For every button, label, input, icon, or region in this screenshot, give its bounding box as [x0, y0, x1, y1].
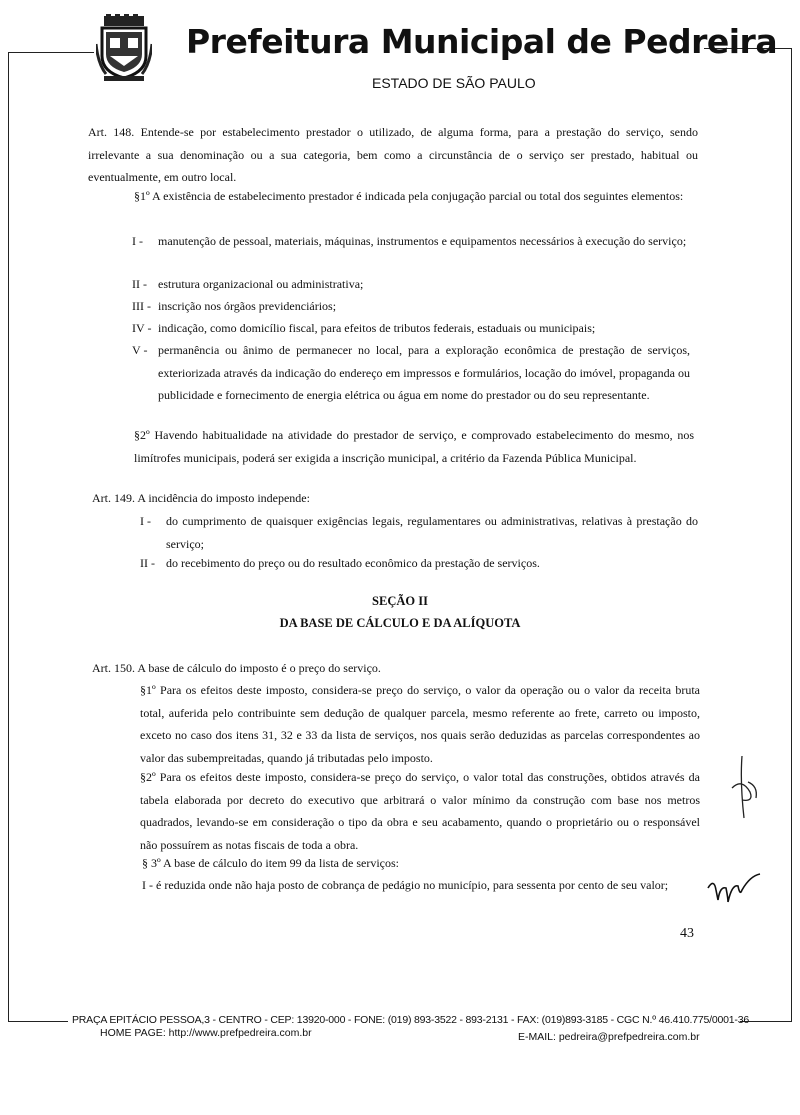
- art149-item-2-num: II -: [140, 556, 155, 570]
- art150-paragraph-1: §1º Para os efeitos deste imposto, considera-se preço do serviço, o valor da operação ou o valor da receita bruta total, auferida pelo contribuinte sem dedução de qualquer parcela, mesmo referente ao frete, carreto ou imposto, exceto no caso dos itens 31, 32 e 33 da lista de serviços, nos quais serão deduzidas as parcelas correspondentes ao valor das subempreitadas, quando já tributadas pelo imposto.: [140, 683, 700, 765]
- section-title: SEÇÃO II: [372, 594, 428, 608]
- art148-item-5-text: permanência ou ânimo de permanecer no local, para a exploração econômica de prestação de serviços, exteriorizada através da indicação do endereço em impressos e formulários, locação do imóvel, propaganda ou publicidade e fornecimento de energia elétrica ou água em nome do prestador ou do seu representante.: [158, 343, 690, 402]
- art149-text: Art. 149. A incidência do imposto independe:: [92, 491, 310, 505]
- frame-left-line: [8, 52, 9, 1022]
- footer-homepage: HOME PAGE: http://www.prefpedreira.com.br: [100, 1027, 312, 1039]
- footer-rule-left: [8, 1021, 68, 1022]
- footer-address: PRAÇA EPITÁCIO PESSOA,3 - CENTRO - CEP: 13920-000 - FONE: (019) 893-3522 - 893-2131 - FAX: (019)893-3185 - CGC N.º 46.410.775/0001-36: [72, 1014, 749, 1026]
- header-rule-left: [8, 52, 94, 53]
- art148-item-2-num: II -: [132, 277, 147, 291]
- art148-item-1-text: manutenção de pessoal, materiais, máquinas, instrumentos e equipamentos necessários à execução do serviço;: [158, 234, 687, 248]
- art148-paragraph-1: §1º A existência de estabelecimento prestador é indicada pela conjugação parcial ou total dos seguintes elementos:: [134, 189, 684, 203]
- art150-paragraph-3: § 3º A base de cálculo do item 99 da lista de serviços:: [142, 856, 399, 870]
- art150-item-1: I - é reduzida onde não haja posto de cobrança de pedágio no município, para sessenta por cento de seu valor;: [142, 878, 669, 892]
- art150-paragraph-2: §2º Para os efeitos deste imposto, considera-se preço do serviço, o valor total das construções, obtidos através da tabela elaborada por decreto do executivo que arbitrará o valor mínimo da construção com base nos metros quadrados, levando-se em consideração o tipo da obra e seu acabamento, quando o proprietário ou o responsável não possuírem as notas fiscais de toda a obra.: [140, 770, 700, 852]
- handwritten-initials-icon: [728, 752, 764, 822]
- art148-item-4-text: indicação, como domicílio fiscal, para efeitos de tributos federais, estaduais ou municipais;: [158, 321, 596, 335]
- page-number: 43: [680, 926, 694, 941]
- art148-paragraph-2: §2º Havendo habitualidade na atividade do prestador de serviço, e comprovado estabelecimento do mesmo, nos limítrofes municipais, poderá ser exigida a inscrição municipal, a critério da Fazenda Pública Municipal.: [134, 428, 694, 465]
- footer-email: E-MAIL: pedreira@prefpedreira.com.br: [518, 1031, 700, 1043]
- art148-item-3-num: III -: [132, 299, 151, 313]
- art149-item-1-num: I -: [140, 514, 151, 528]
- section-subtitle: DA BASE DE CÁLCULO E DA ALÍQUOTA: [279, 616, 521, 630]
- frame-right-line: [791, 48, 792, 1022]
- art149-item-1-text: do cumprimento de quaisquer exigências legais, regulamentares ou administrativas, relativas à prestação do serviço;: [166, 514, 698, 551]
- art148-item-5-num: V -: [132, 343, 148, 357]
- municipal-crest-icon: [96, 14, 152, 86]
- art148-item-4-num: IV -: [132, 321, 152, 335]
- art148-item-2-text: estrutura organizacional ou administrativa;: [158, 277, 364, 291]
- art148-item-3-text: inscrição nos órgãos previdenciários;: [158, 299, 337, 313]
- header-subtitle: ESTADO DE SÃO PAULO: [372, 75, 536, 91]
- art148-text: Art. 148. Entende-se por estabelecimento prestador o utilizado, de alguma forma, para a prestação do serviço, sendo irrelevante a sua denominação ou a sua categoria, bem como a circunstância de o serviço ser prestado, habitual ou eventualmente, em outro local.: [88, 125, 698, 184]
- art148-item-1-num: I -: [132, 234, 143, 248]
- art150-text: Art. 150. A base de cálculo do imposto é o preço do serviço.: [92, 661, 381, 675]
- handwritten-signature-icon: [706, 868, 762, 906]
- art149-item-2-text: do recebimento do preço ou do resultado econômico da prestação de serviços.: [166, 556, 540, 570]
- header-title: Prefeitura Municipal de Pedreira: [186, 22, 778, 61]
